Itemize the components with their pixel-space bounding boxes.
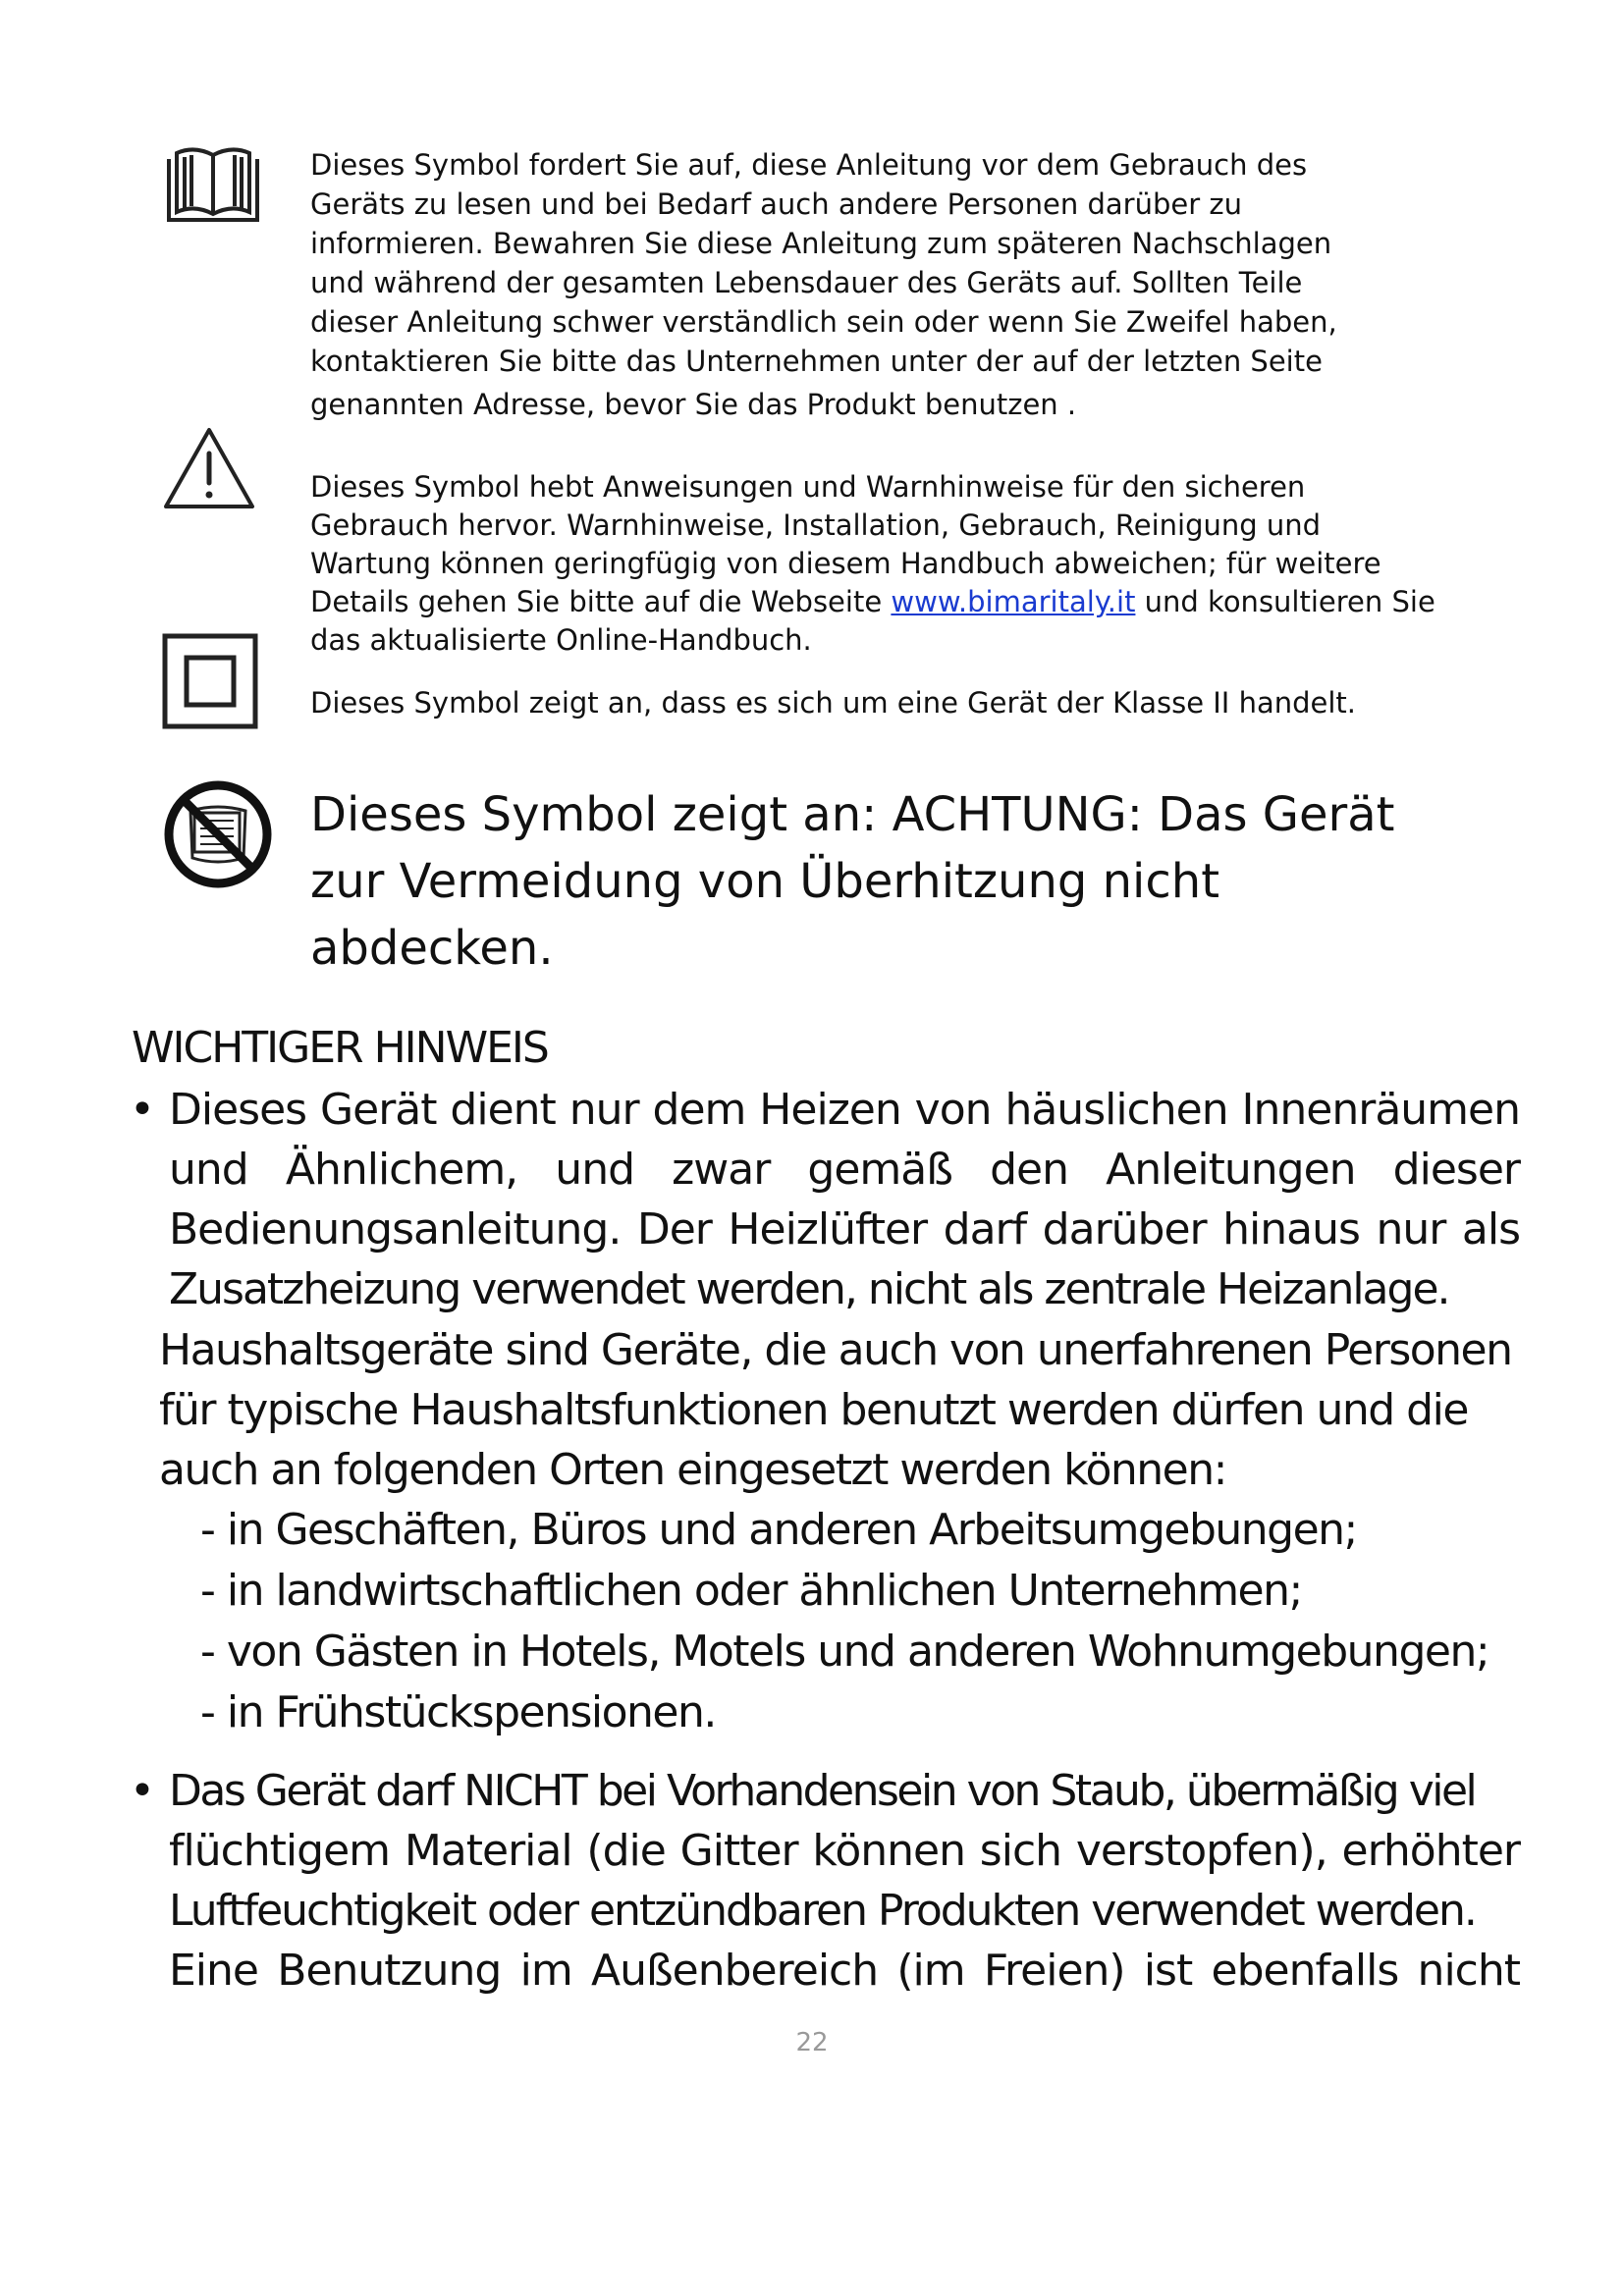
text-line: Bedienungsanleitung. Der Heizlüfter darf darüber hinaus nur als (169, 1204, 1520, 1255)
list-item: - in landwirtschaftlichen oder ähnlichen Unternehmen; (200, 1566, 1302, 1616)
text-line: informieren. Bewahren Sie diese Anleitung zum späteren Nachschlagen (310, 227, 1332, 260)
section-heading: WICHTIGER HINWEIS (132, 1023, 548, 1073)
location-list (200, 1500, 1489, 1743)
text-line: Gebrauch hervor. Warnhinweise, Installation, Gebrauch, Reinigung und (310, 508, 1322, 542)
text-segment: Details gehen Sie bitte auf die Webseite (310, 585, 892, 618)
text-line: dieser Anleitung schwer verständlich sein oder wenn Sie Zweifel haben, (310, 305, 1337, 339)
text-segment: und konsultieren Sie (1135, 585, 1435, 618)
household-appliance-paragraph: Haushaltsgeräte sind Geräte, die auch von unerfahrenen Personen für typische Haushaltsfunktionen benutzt werden dürfen und die auch an folgenden Orten eingesetzt werden können: (159, 1325, 1512, 1495)
manual-symbol-text (310, 145, 1410, 424)
text-line: Zusatzheizung verwendet werden, nicht als zentrale Heizanlage. (169, 1264, 1449, 1314)
text-line: Dieses Gerät dient nur dem Heizen von häuslichen Innenräumen (169, 1085, 1520, 1135)
text-line: Das Gerät darf NICHT bei Vorhandensein von Staub, übermäßig viel (169, 1766, 1476, 1816)
warning-triangle-icon (161, 424, 257, 512)
list-item: - von Gästen in Hotels, Motels und anderen Wohnumgebungen; (200, 1627, 1489, 1677)
warning-symbol-text (310, 468, 1469, 660)
bullet-item-restrictions (130, 1761, 1520, 2001)
text-line (310, 583, 1469, 621)
do-not-cover-text: Dieses Symbol zeigt an: ACHTUNG: Das Gerät zur Vermeidung von Überhitzung nicht abdecken. (310, 787, 1395, 976)
text-line: Geräts zu lesen und bei Bedarf auch andere Personen darüber zu (310, 187, 1242, 221)
text-line: kontaktieren Sie bitte das Unternehmen unter der auf der letzten Seite (310, 345, 1323, 378)
text-line: Eine Benutzung im Außenbereich (im Freien) ist ebenfalls nicht (169, 1946, 1520, 1996)
bullet-item-usage (130, 1080, 1520, 1319)
text-line: und während der gesamten Lebensdauer des Geräts auf. Sollten Teile (310, 266, 1303, 299)
text-line: Wartung können geringfügig von diesem Handbuch abweichen; für weitere (310, 547, 1381, 580)
text-line: das aktualisierte Online-Handbuch. (310, 623, 812, 657)
text-line: Luftfeuchtigkeit oder entzündbaren Produkten verwendet werden. (169, 1886, 1476, 1936)
text-line: genannten Adresse, bevor Sie das Produkt benutzen . (310, 388, 1077, 421)
website-link[interactable]: www.bimaritaly.it (891, 585, 1136, 618)
text-line: Dieses Symbol fordert Sie auf, diese Anleitung vor dem Gebrauch des (310, 148, 1308, 182)
text-line: und Ähnlichem, und zwar gemäß den Anleitungen dieser (169, 1145, 1520, 1195)
double-square-class-ii-icon (161, 632, 259, 730)
open-book-icon (161, 145, 265, 230)
text-line: flüchtigem Material (die Gitter können sich verstopfen), erhöhter (169, 1826, 1520, 1876)
do-not-cover-icon (161, 777, 275, 891)
text-line: Dieses Symbol hebt Anweisungen und Warnhinweise für den sicheren (310, 470, 1306, 504)
bullet-icon: • (130, 1766, 154, 1816)
bullet-icon: • (130, 1085, 154, 1135)
class2-symbol-text (310, 683, 1489, 722)
page-number: 22 (795, 2028, 829, 2057)
text-line: Dieses Symbol zeigt an, dass es sich um eine Gerät der Klasse II handelt. (310, 686, 1356, 720)
list-item: - in Frühstückspensionen. (200, 1687, 716, 1737)
list-item: - in Geschäften, Büros und anderen Arbeitsumgebungen; (200, 1505, 1357, 1555)
